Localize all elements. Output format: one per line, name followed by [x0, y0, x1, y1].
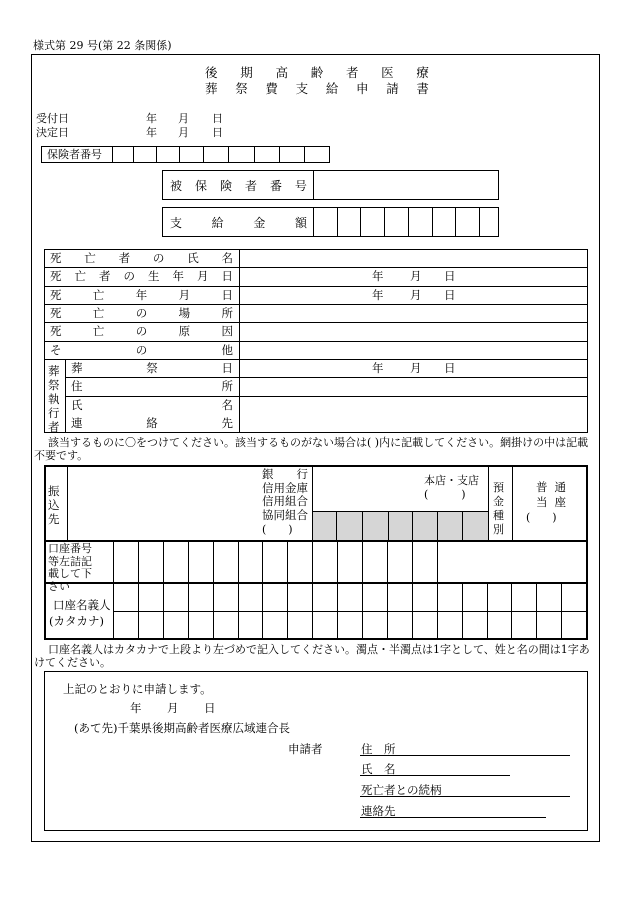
insured-number-label: 被 保 険 者 番 号 [170, 179, 307, 193]
applicant-contact-label: 連絡先 [361, 804, 396, 818]
account-holder-kana-label: (カタカナ) [49, 614, 104, 628]
account-holder-cell-divider [536, 582, 537, 640]
insurer-number-cell-divider [228, 146, 229, 163]
date-unit: 年 [372, 288, 384, 302]
deposit-current[interactable]: 当 座 [536, 495, 566, 509]
insurer-number-cell-divider [179, 146, 180, 163]
payment-amount-cell-divider [384, 207, 385, 237]
payment-amount-cell-divider [360, 207, 361, 237]
account-number-cell-divider [287, 540, 288, 582]
branch-label: 本店・支店 [424, 474, 479, 487]
insurer-number-cell-divider [254, 146, 255, 163]
account-number-cell-divider [412, 540, 413, 582]
payment-amount-cell-divider [479, 207, 480, 237]
account-number-cell-divider [138, 540, 139, 582]
account-holder-cell-divider [387, 582, 388, 640]
applicant-label: 申請者 [288, 742, 323, 756]
account-holder-cell-divider [511, 582, 512, 640]
account-holder-cell-divider [561, 582, 562, 640]
account-holder-cell-divider [213, 582, 214, 640]
account-holder-cell-divider [462, 582, 463, 640]
account-number-cell-divider [238, 540, 239, 582]
other-field[interactable] [240, 342, 587, 358]
account-holder-cell-divider [586, 582, 587, 640]
account-holder-cell-divider [188, 582, 189, 640]
date-unit: 日 [444, 288, 456, 302]
insurer-number-label: 保険者番号 [47, 148, 102, 161]
account-holder-cell-divider [487, 582, 488, 640]
date-unit: 月 [410, 361, 422, 375]
deceased-name-field[interactable] [240, 250, 587, 266]
payment-amount-cell-divider [455, 207, 456, 237]
account-holder-cell-divider [262, 582, 263, 640]
death-cause-label: 死 亡 の 原 因 [50, 324, 233, 338]
account-number-cell-divider [312, 540, 313, 582]
date-unit: 日 [444, 269, 456, 283]
bank-type-option[interactable]: 信用組合 [262, 494, 308, 508]
account-holder-label: 口座名義人 [53, 598, 111, 612]
account-holder-cell-divider [362, 582, 363, 640]
funeral-contact-field[interactable] [240, 415, 587, 432]
bank-type-option[interactable]: 銀 行 [262, 467, 308, 481]
payment-amount-label: 支 給 金 額 [170, 216, 307, 230]
transfer-label: 振 込 先 [48, 484, 60, 526]
decided-day: 日 [212, 126, 223, 139]
payment-amount-cell-divider [337, 207, 338, 237]
date-unit: 年 [372, 361, 384, 375]
branch-paren: ( ) [424, 488, 466, 501]
decided-month: 月 [178, 126, 189, 139]
bank-code-divider [362, 511, 363, 540]
account-number-cell-divider [362, 540, 363, 582]
other-label: そ の 他 [50, 343, 233, 357]
date-unit: 月 [410, 269, 422, 283]
deceased-name-label: 死 亡 者 の 氏 名 [50, 251, 233, 265]
bank-code-divider [437, 511, 438, 540]
account-holder-cell-divider [412, 582, 413, 640]
apply-year: 年 [130, 701, 142, 715]
death-cause-field[interactable] [240, 323, 587, 340]
deceased-birth-label: 死 亡 者 の 生 年 月 日 [50, 269, 233, 283]
insurer-number-cell-divider [279, 146, 280, 163]
funeral-executor-label: 葬 祭 執 行 者 [48, 364, 60, 434]
account-holder-cell-divider [138, 582, 139, 640]
received-label: 受付日 [36, 112, 69, 125]
addressee: (あて先)千葉県後期高齢者医療広域連合長 [74, 721, 290, 735]
funeral-address-field[interactable] [240, 378, 587, 395]
date-unit: 年 [372, 269, 384, 283]
account-number-cell-divider [262, 540, 263, 582]
bank-code-divider [412, 511, 413, 540]
deposit-ordinary[interactable]: 普 通 [536, 480, 566, 494]
received-day: 日 [212, 112, 223, 125]
apply-month: 月 [167, 701, 179, 715]
date-unit: 日 [444, 361, 456, 375]
funeral-address-label: 住 所 [71, 379, 233, 393]
account-number-cell-divider [337, 540, 338, 582]
received-year: 年 [146, 112, 157, 125]
account-number-cell-divider [163, 540, 164, 582]
bank-type-option[interactable]: 信用金庫 [262, 480, 308, 495]
bank-shaded-2 [413, 512, 488, 540]
account-number-label: 口座番号 等左詰記 載して下 さい [48, 542, 92, 593]
decided-year: 年 [146, 126, 157, 139]
note-checkbox-instructions: 該当するものに〇をつけてください。該当するものがない場合は( )内に記載してください。網掛けの中は記載不要です。 [34, 436, 589, 462]
deposit-type-label: 預 金 種 別 [493, 481, 504, 536]
payment-amount-cell-divider [408, 207, 409, 237]
form-reference: 様式第 29 号(第 22 条関係) [33, 39, 172, 52]
death-date-label: 死 亡 年 月 日 [50, 288, 233, 302]
bank-code-divider [462, 511, 463, 540]
death-place-field[interactable] [240, 305, 587, 321]
bank-code-divider [336, 511, 337, 540]
account-holder-cell-divider [337, 582, 338, 640]
received-month: 月 [178, 112, 189, 125]
note-holder-instructions: 口座名義人はカタカナで上段より左づめで記入してください。濁点・半濁点は1字として、姓と名の間は1字あけてください。 [34, 643, 590, 669]
applicant-name-label: 氏 名 [361, 762, 396, 776]
account-holder-cell-divider [437, 582, 438, 640]
insurer-number-cell-divider [112, 146, 113, 163]
insurer-number-cell-divider [156, 146, 157, 163]
bank-code-divider [388, 511, 389, 540]
insurer-number-cell-divider [304, 146, 305, 163]
account-number-cell-divider [387, 540, 388, 582]
funeral-name-field[interactable] [240, 397, 587, 413]
account-number-cell-divider [188, 540, 189, 582]
applicant-relation-label: 死亡者との続柄 [361, 783, 442, 797]
insurer-number-cell-divider [203, 146, 204, 163]
apply-statement: 上記のとおりに申請します。 [63, 682, 212, 696]
account-holder-cell-divider [287, 582, 288, 640]
apply-day: 日 [204, 701, 216, 715]
applicant-address-label: 住 所 [361, 742, 396, 756]
funeral-name-label: 氏 名 [71, 398, 233, 412]
funeral-date-label: 葬 祭 日 [71, 361, 233, 375]
account-number-cell-divider [213, 540, 214, 582]
title-line2: 葬 祭 費 支 給 申 請 書 [205, 81, 429, 96]
decided-label: 決定日 [36, 126, 69, 139]
bank-type-option[interactable]: 協同組合 [262, 507, 308, 522]
title-line1: 後 期 高 齢 者 医 療 [205, 65, 429, 80]
death-place-label: 死 亡 の 場 所 [50, 306, 233, 320]
bank-other-paren: ( ) [262, 523, 293, 536]
date-unit: 月 [410, 288, 422, 302]
insurer-number-cell-divider [133, 146, 134, 163]
funeral-contact-label: 連 絡 先 [71, 416, 233, 430]
account-holder-cell-divider [238, 582, 239, 640]
account-holder-cell-divider [163, 582, 164, 640]
payment-amount-cell-divider [432, 207, 433, 237]
account-holder-cell-divider [312, 582, 313, 640]
deposit-paren: ( ) [526, 511, 557, 524]
